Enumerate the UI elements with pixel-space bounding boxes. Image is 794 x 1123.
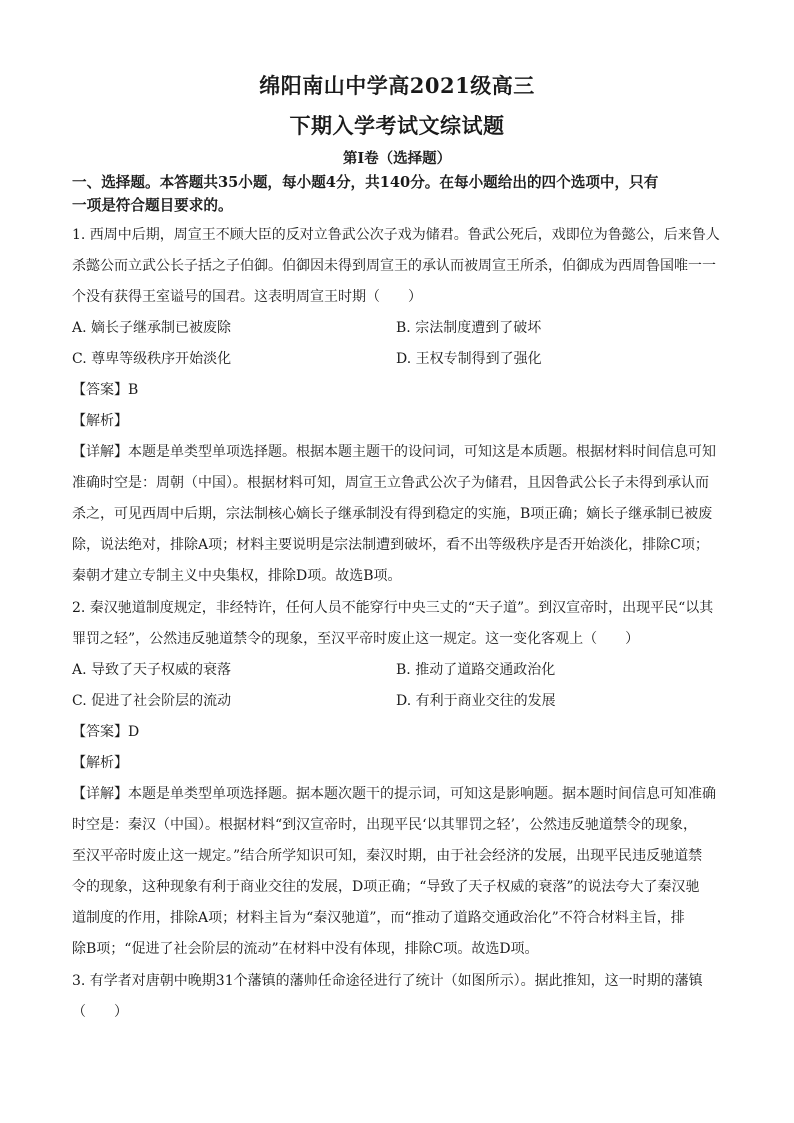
q1-detail-line5: 秦朝才建立专制主义中央集权，排除D项。故选B项。	[72, 568, 402, 584]
q2-detail-line3: 至汉平帝时废止这一规定。”结合所学知识可知，秦汉时期，由于社会经济的发展，出现平民违反驰道禁	[72, 848, 703, 864]
section-instructions-line1: 一、选择题。本答题共35小题，每小题4分，共140分。在每小题给出的四个选项中，只有	[72, 174, 659, 191]
q3-stem-line2: （ ）	[72, 1004, 128, 1020]
q1-answer: 【答案】B	[72, 382, 139, 398]
q1-stem-line2: 杀懿公而立武公长子括之子伯御。伯御因未得到周宣王的承认而被周宣王所杀，伯御成为西周鲁国唯一一	[72, 258, 716, 274]
q1-option-d: D. 王权专制得到了强化	[396, 351, 542, 367]
q1-detail-line3: 杀之，可见西周中后期，宗法制核心嫡长子继承制没有得到稳定的实施，B项正确；嫡长子继承制已被废	[72, 506, 713, 522]
q2-option-c: C. 促进了社会阶层的流动	[72, 693, 232, 709]
q3-stem-line1: 3. 有学者对唐朝中晚期31个藩镇的藩帅任命途径进行了统计（如图所示）。据此推知，这一时期的藩镇	[72, 973, 703, 989]
q1-stem-line1: 1. 西周中后期，周宣王不顾大臣的反对立鲁武公次子戏为储君。鲁武公死后，戏即位为鲁懿公，后来鲁人	[72, 227, 720, 243]
q1-option-a: A. 嫡长子继承制已被废除	[72, 320, 232, 336]
q1-stem-line3: 个没有获得王室谥号的国君。这表明周宣王时期（ ）	[72, 289, 422, 305]
exam-title-line1: 绵阳南山中学高2021级高三	[259, 73, 535, 98]
q1-detail-line1: 【详解】本题是单类型单项选择题。根据本题主题干的设问词，可知这是本质题。根据材料时间信息可知	[72, 444, 716, 460]
q2-detail-line5: 道制度的作用，排除A项；材料主旨为“秦汉驰道”，而“推动了道路交通政治化”不符合材料主旨，排	[72, 910, 685, 926]
q2-option-d: D. 有利于商业交往的发展	[396, 693, 556, 709]
section-instructions-line2: 一项是符合题目要求的。	[72, 197, 233, 214]
q2-detail-line4: 令的现象，这种现象有利于商业交往的发展，D项正确；“导致了天子权威的衰落”的说法夸大了秦汉驰	[72, 879, 700, 895]
q2-answer: 【答案】D	[72, 724, 140, 740]
q1-detail-line4: 除，说法绝对，排除A项；材料主要说明是宗法制遭到破坏，看不出等级秩序是否开始淡化，排除C项；	[72, 537, 709, 553]
q2-option-a: A. 导致了天子权威的衰落	[72, 662, 232, 678]
q2-stem-line2: 罪罚之轻”，公然违反驰道禁令的现象，至汉平帝时废止这一规定。这一变化客观上（ ）	[72, 631, 640, 647]
volume-heading: 第Ⅰ卷（选择题）	[342, 150, 452, 167]
q2-analysis-label: 【解析】	[72, 755, 128, 771]
q1-analysis-label: 【解析】	[72, 413, 128, 429]
q1-option-c: C. 尊卑等级秩序开始淡化	[72, 351, 232, 367]
q2-detail-line6: 除B项；“促进了社会阶层的流动”在材料中没有体现，排除C项。故选D项。	[72, 941, 539, 957]
q1-detail-line2: 准确时空是：周朝（中国）。根据材料可知，周宣王立鲁武公次子为储君，且因鲁武公长子未得到承认而	[72, 475, 709, 491]
q2-stem-line1: 2. 秦汉驰道制度规定，非经特许，任何人员不能穿行中央三丈的“天子道”。到汉宣帝时，出现平民“以其	[72, 600, 714, 616]
exam-title-line2: 下期入学考试文综试题	[289, 113, 505, 138]
q2-detail-line1: 【详解】本题是单类型单项选择题。据本题次题干的提示词，可知这是影响题。据本题时间信息可知准确	[72, 786, 716, 802]
q2-detail-line2: 时空是：秦汉（中国）。根据材料“到汉宣帝时，出现平民‘以其罪罚之轻’，公然违反驰道禁令的现象，	[72, 817, 698, 833]
q1-option-b: B. 宗法制度遭到了破坏	[396, 320, 542, 336]
q2-option-b: B. 推动了道路交通政治化	[396, 662, 556, 678]
